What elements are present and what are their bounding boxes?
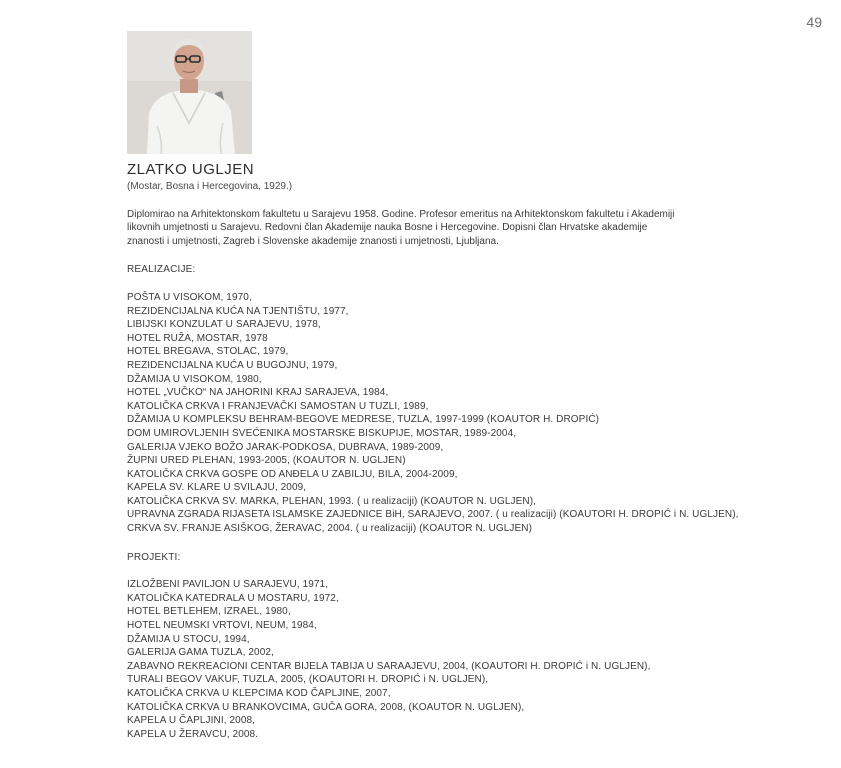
list-item: HOTEL BREGAVA, STOLAC, 1979,	[127, 346, 289, 358]
list-item: KAPELA U ŽERAVCU, 2008.	[127, 728, 259, 740]
portrait-photo	[127, 31, 252, 154]
list-item: KATOLIČKA CRKVA I FRANJEVAČKI SAMOSTAN U TUZLI, 1989,	[127, 400, 429, 412]
list-item: DOM UMIROVLJENIH SVEĆENIKA MOSTARSKE BISKUPIJE, MOSTAR, 1989-2004,	[127, 427, 517, 439]
list-item: HOTEL NEUMSKI VRTOVI, NEUM, 1984,	[127, 620, 317, 632]
list-item: KATOLIČKA CRKVA GOSPE OD ANĐELA U ZABILJU, BILA, 2004-2009,	[127, 468, 458, 480]
list-item: KATOLIČKA KATEDRALA U MOSTARU, 1972,	[127, 592, 339, 604]
person-origin: (Mostar, Bosna i Hercegovina, 1929.)	[127, 181, 293, 192]
list-item: ZABAVNO REKREACIONI CENTAR BIJELA TABIJA U SARAAJEVU, 2004, (KOAUTORI H. DROPIĆ i N. UGLJEN),	[127, 660, 651, 672]
list-item: CRKVA SV. FRANJE ASIŠKOG, ŽERAVAC, 2004. ( u realizaciji) (KOAUTOR N. UGLJEN)	[127, 523, 533, 535]
list-item: UPRAVNA ZGRADA RIJASETA ISLAMSKE ZAJEDNICE BiH, SARAJEVO, 2007. ( u realizaciji) (KOAUTORI H. DROPIĆ i N. UGLJEN),	[127, 509, 739, 521]
biography-content	[127, 160, 827, 741]
realizacije-list	[127, 291, 827, 536]
list-item: DŽAMIJA U VISOKOM, 1980,	[127, 373, 262, 385]
projekti-list	[127, 578, 827, 741]
list-item: ŽUPNI URED PLEHAN, 1993-2005, (KOAUTOR N. UGLJEN)	[127, 455, 406, 467]
list-item: HOTEL RUŽA, MOSTAR, 1978	[127, 332, 268, 344]
realizacije-heading: REALIZACIJE:	[127, 264, 196, 276]
list-item: GALERIJA VJEKO BOŽO JARAK-PODKOSA, DUBRAVA, 1989-2009,	[127, 441, 444, 453]
list-item: REZIDENCIJALNA KUĆA NA TJENTIŠTU, 1977,	[127, 305, 349, 317]
biography-line: Diplomirao na Arhitektonskom fakultetu u Sarajevu 1958. Godine. Profesor emeritus na Arhitektonskom fakultetu i Akademiji	[127, 208, 675, 220]
biography-line: znanosti i umjetnosti, Zagreb i Slovenske akademije znanosti i umjetnosti, Ljubljana.	[127, 235, 499, 247]
list-item: IZLOŽBENI PAVILJON U SARAJEVU, 1971,	[127, 579, 329, 591]
list-item: TURALI BEGOV VAKUF, TUZLA, 2005, (KOAUTORI H. DROPIĆ i N. UGLJEN),	[127, 674, 489, 686]
biography-line: likovnih umjetnosti u Sarajevu. Redovni član Akademije nauka Bosne i Hercegovine. Dopisni član Hrvatske akademije	[127, 222, 648, 234]
list-item: LIBIJSKI KONZULAT U SARAJEVU, 1978,	[127, 319, 321, 331]
list-item: KATOLIČKA CRKVA SV. MARKA, PLEHAN, 1993. ( u realizaciji) (KOAUTOR N. UGLJEN),	[127, 495, 537, 507]
list-item: GALERIJA GAMA TUZLA, 2002,	[127, 647, 274, 659]
list-item: DŽAMIJA U STOCU, 1994,	[127, 633, 250, 645]
projekti-heading: PROJEKTI:	[127, 551, 181, 563]
list-item: HOTEL BETLEHEM, IZRAEL, 1980,	[127, 606, 291, 618]
list-item: KAPELA U ČAPLJINI, 2008,	[127, 715, 256, 727]
list-item: KAPELA SV. KLARE U SVILAJU, 2009,	[127, 482, 307, 494]
list-item: DŽAMIJA U KOMPLEKSU BEHRAM-BEGOVE MEDRESE, TUZLA, 1997-1999 (KOAUTOR H. DROPIĆ)	[127, 414, 600, 426]
list-item: REZIDENCIJALNA KUĆA U BUGOJNU, 1979,	[127, 359, 338, 371]
list-item: KATOLIČKA CRKVA U KLEPCIMA KOD ČAPLJINE, 2007,	[127, 688, 391, 699]
biography-paragraph	[127, 208, 767, 249]
person-name: ZLATKO UGLJEN	[127, 161, 255, 178]
list-item: KATOLIČKA CRKVA U BRANKOVCIMA, GUČA GORA, 2008, (KOAUTOR N. UGLJEN),	[127, 701, 525, 713]
list-item: POŠTA U VISOKOM, 1970,	[127, 291, 252, 303]
page-number: 49	[806, 14, 822, 30]
list-item: HOTEL „VUČKO“ NA JAHORINI KRAJ SARAJEVA, 1984,	[127, 387, 389, 399]
